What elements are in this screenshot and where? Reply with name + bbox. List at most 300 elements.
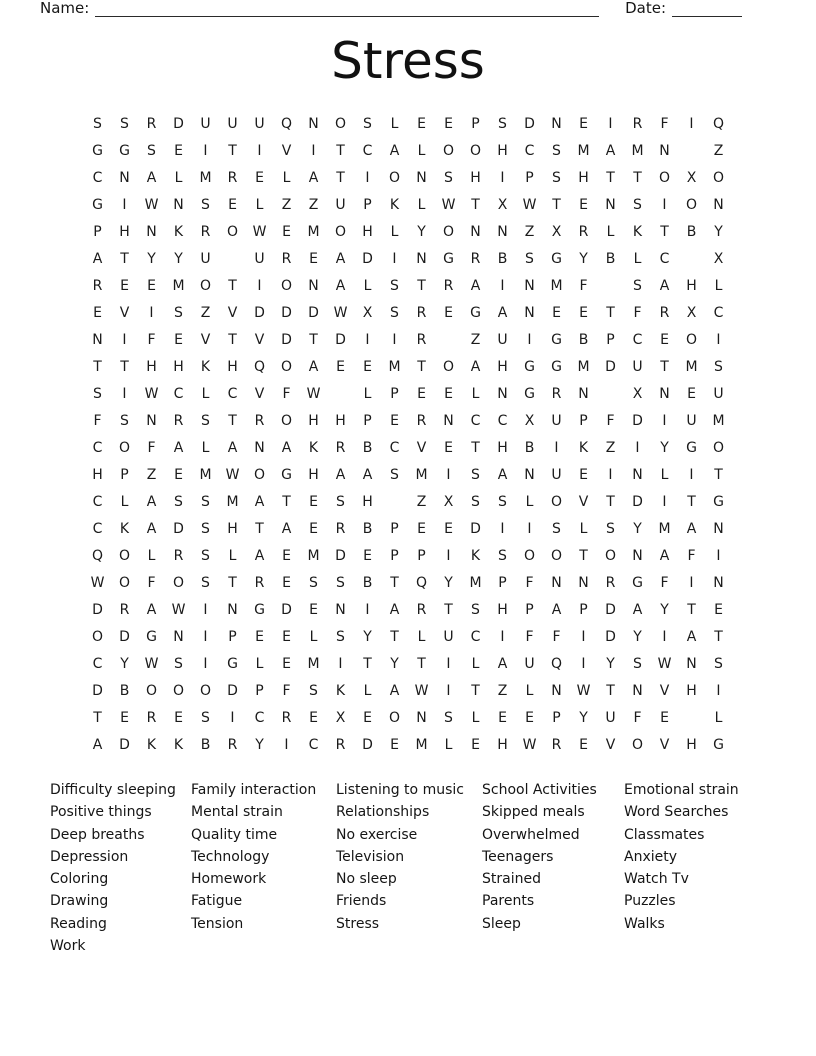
grid-cell: H [686,278,697,294]
grid-cell: E [120,710,129,726]
grid-cell: O [118,575,131,591]
grid-cell: G [713,494,724,510]
grid-cell: G [551,359,562,375]
grid-cell: O [523,548,536,564]
grid-cell: E [417,521,426,537]
word-list-item: No exercise [336,826,418,843]
grid-cell: R [281,251,292,267]
grid-cell: L [390,116,399,132]
grid-cell: U [335,197,346,213]
grid-cell: H [497,602,508,618]
grid-cell: P [390,386,399,402]
grid-cell: T [363,656,372,672]
grid-cell: W [333,305,348,321]
grid-cell: S [633,278,642,294]
grid-cell: L [363,278,372,294]
grid-cell: N [416,251,427,267]
grid-cell: A [497,656,508,672]
grid-cell: I [608,116,613,132]
grid-cell: M [631,143,644,159]
grid-cell: L [363,683,372,699]
grid-cell: A [308,170,319,186]
grid-cell: M [307,656,320,672]
grid-cell: T [228,575,237,591]
word-list-item: Positive things [50,804,152,821]
grid-cell: P [525,602,534,618]
word-list-item: Parents [482,893,535,910]
grid-cell: D [281,305,292,321]
grid-cell: T [606,305,615,321]
grid-cell: A [659,278,670,294]
word-search-grid [84,111,732,759]
grid-cell: B [119,683,130,699]
grid-cell: L [714,710,723,726]
grid-cell: G [632,575,643,591]
grid-cell [678,138,705,165]
grid-cell: F [687,548,696,564]
grid-cell: I [446,467,451,483]
grid-cell: O [658,170,671,186]
grid-cell: L [471,656,480,672]
grid-cell: V [416,440,427,456]
grid-cell: K [578,440,589,456]
grid-cell: A [146,494,157,510]
grid-cell: O [712,170,725,186]
grid-cell: F [147,575,156,591]
grid-cell: S [390,467,399,483]
grid-cell: O [631,737,644,753]
word-list-column [336,779,482,957]
grid-cell: L [633,251,642,267]
grid-cell: A [497,467,508,483]
grid-cell [435,327,462,354]
grid-cell: S [201,521,210,537]
grid-cell: W [657,656,672,672]
grid-cell: B [362,575,373,591]
word-list-item: Difficulty sleeping [50,782,176,798]
grid-cell: E [147,278,156,294]
grid-cell: T [336,170,345,186]
grid-cell: B [578,332,589,348]
grid-cell: E [444,305,453,321]
grid-cell: H [173,359,184,375]
grid-cell: G [686,440,697,456]
grid-cell: G [470,305,481,321]
grid-cell: G [254,602,265,618]
grid-cell: T [606,683,615,699]
grid-cell: T [120,251,129,267]
grid-cell: S [201,494,210,510]
grid-cell: H [362,494,373,510]
grid-cell: I [662,629,667,645]
grid-cell: D [362,251,373,267]
grid-cell: E [660,710,669,726]
grid-cell: O [388,710,401,726]
grid-cell: I [122,332,127,348]
grid-cell: G [713,737,724,753]
grid-cell: A [389,143,400,159]
grid-cell: E [444,386,453,402]
grid-cell: N [551,683,562,699]
grid-cell: C [254,710,265,726]
grid-cell: R [335,440,346,456]
grid-cell: B [362,440,373,456]
grid-cell: A [254,494,265,510]
grid-cell: I [446,683,451,699]
grid-cell: R [227,170,238,186]
grid-cell: L [606,224,615,240]
grid-cell: Z [605,440,616,456]
grid-cell: Q [550,656,563,672]
grid-cell: X [497,197,508,213]
grid-cell: I [392,251,397,267]
grid-cell: X [686,170,697,186]
grid-cell: R [227,737,238,753]
grid-cell: X [443,494,454,510]
grid-cell: O [388,170,401,186]
word-list-item: Fatigue [191,893,243,910]
grid-cell: U [254,251,265,267]
grid-cell: E [444,116,453,132]
grid-cell: C [362,143,373,159]
grid-cell: P [525,170,534,186]
grid-cell: Q [253,359,266,375]
grid-cell: P [390,521,399,537]
grid-cell [678,246,705,273]
grid-cell: D [254,305,265,321]
grid-cell: T [444,602,453,618]
grid-cell: X [335,710,346,726]
grid-cell: F [633,710,642,726]
grid-cell: L [471,386,480,402]
grid-cell: E [93,305,102,321]
grid-cell: N [632,548,643,564]
grid-cell: E [336,359,345,375]
grid-cell: O [550,548,563,564]
grid-cell: L [363,386,372,402]
grid-cell: L [471,710,480,726]
grid-cell: W [306,386,321,402]
grid-cell: D [92,602,103,618]
grid-cell: E [255,170,264,186]
grid-cell: I [716,332,721,348]
grid-cell: P [498,575,507,591]
grid-cell: F [579,278,588,294]
grid-cell: M [199,170,212,186]
grid-cell: H [227,359,238,375]
word-list-item: Deep breaths [50,826,145,843]
grid-cell: C [92,494,103,510]
grid-cell: H [146,359,157,375]
grid-cell: O [253,467,266,483]
grid-cell: A [146,170,157,186]
grid-cell: M [685,359,698,375]
grid-cell: G [281,467,292,483]
grid-cell: C [389,440,400,456]
grid-cell: T [228,332,237,348]
grid-cell: E [579,116,588,132]
grid-cell: B [524,440,535,456]
grid-cell: T [309,332,318,348]
grid-cell: H [497,143,508,159]
word-list-item: Skipped meals [482,804,585,821]
grid-cell: S [498,116,507,132]
grid-cell: Z [713,143,724,159]
grid-cell: R [659,305,670,321]
grid-cell: N [659,386,670,402]
grid-cell: G [443,251,454,267]
grid-cell: R [551,737,562,753]
grid-cell: D [119,629,130,645]
grid-cell: I [554,440,559,456]
grid-cell: N [713,521,724,537]
grid-cell: P [552,710,561,726]
word-list-item: Listening to music [336,782,464,798]
word-list-item: Stress [336,915,380,932]
date-label: Date: [625,0,666,17]
grid-cell: N [146,413,157,429]
grid-cell: S [93,386,102,402]
grid-cell: T [660,359,669,375]
grid-cell: N [497,224,508,240]
grid-cell: I [392,332,397,348]
grid-cell: E [255,629,264,645]
grid-cell: O [280,359,293,375]
grid-cell: G [551,251,562,267]
grid-cell: I [500,170,505,186]
grid-cell: N [551,575,562,591]
grid-cell [597,273,624,300]
grid-cell: O [604,548,617,564]
grid-cell: N [92,332,103,348]
grid-cell: I [203,602,208,618]
grid-cell: H [335,413,346,429]
grid-cell: N [524,278,535,294]
grid-cell: Q [415,575,428,591]
grid-cell: E [579,467,588,483]
grid-cell: Q [712,116,725,132]
word-list-item: Technology [191,848,270,865]
grid-cell: O [280,413,293,429]
word-list-item: Coloring [50,871,109,888]
grid-cell: A [281,521,292,537]
grid-cell: L [201,386,210,402]
grid-cell: O [334,116,347,132]
grid-cell: T [471,197,480,213]
word-list-column [50,779,191,957]
grid-cell: S [552,143,561,159]
grid-cell: G [227,656,238,672]
word-list-item: Drawing [50,893,109,910]
grid-cell: R [146,710,157,726]
grid-cell: C [173,386,184,402]
grid-cell: N [173,197,184,213]
grid-cell: R [335,737,346,753]
grid-cell: Y [660,602,669,618]
word-list-item: Sleep [482,915,521,932]
grid-cell: C [308,737,319,753]
grid-cell: S [309,575,318,591]
worksheet-header [40,0,742,17]
grid-cell: T [687,602,696,618]
grid-cell: L [417,629,426,645]
grid-cell: D [173,116,184,132]
grid-cell: S [309,683,318,699]
grid-cell: L [120,494,129,510]
grid-cell: I [500,629,505,645]
grid-cell: G [119,143,130,159]
grid-cell: A [389,602,400,618]
grid-cell: V [281,143,292,159]
grid-cell: E [417,116,426,132]
grid-cell: G [146,629,157,645]
date-blank-line [672,2,742,17]
grid-cell: F [525,575,534,591]
grid-cell: O [172,575,185,591]
grid-cell: T [417,359,426,375]
grid-cell: V [578,494,589,510]
grid-cell: S [147,143,156,159]
grid-cell: K [200,359,211,375]
grid-cell: T [255,521,264,537]
word-list-item: Homework [191,871,267,888]
grid-cell: X [713,251,724,267]
grid-cell: F [147,332,156,348]
grid-cell: A [686,521,697,537]
grid-cell: U [227,116,238,132]
grid-cell: N [578,386,589,402]
grid-cell: Y [120,656,129,672]
word-list-item: Depression [50,848,129,865]
grid-cell: D [605,602,616,618]
grid-cell: N [713,197,724,213]
grid-cell: I [662,197,667,213]
grid-cell: S [498,548,507,564]
grid-cell: H [308,467,319,483]
grid-cell: O [712,440,725,456]
grid-cell: P [228,629,237,645]
grid-cell: Y [255,737,264,753]
grid-cell: H [92,467,103,483]
grid-cell: E [309,251,318,267]
grid-cell: H [362,224,373,240]
grid-cell: P [471,116,480,132]
grid-cell: P [579,413,588,429]
grid-cell: I [203,629,208,645]
grid-cell: O [199,683,212,699]
grid-cell: M [226,494,239,510]
grid-cell: F [552,629,561,645]
grid-cell: F [633,305,642,321]
grid-cell: V [659,683,670,699]
grid-cell: C [92,521,103,537]
grid-cell: E [660,332,669,348]
grid-cell: X [551,224,562,240]
grid-cell: T [417,656,426,672]
grid-cell: K [173,224,184,240]
grid-cell: P [255,683,264,699]
word-list-item: Tension [191,915,244,932]
grid-cell: K [470,548,481,564]
grid-cell: T [606,170,615,186]
grid-cell: E [444,440,453,456]
grid-cell: S [633,197,642,213]
grid-cell: B [686,224,697,240]
grid-cell: R [173,548,184,564]
grid-cell: Y [633,521,642,537]
grid-cell: I [500,278,505,294]
grid-cell: A [92,737,103,753]
grid-cell: N [713,575,724,591]
grid-cell: Q [280,116,293,132]
grid-cell: R [416,413,427,429]
grid-cell: N [173,629,184,645]
grid-cell: E [471,737,480,753]
grid-cell: E [174,143,183,159]
grid-cell: E [363,548,372,564]
grid-cell: N [254,440,265,456]
grid-cell: P [363,413,372,429]
grid-cell: H [497,737,508,753]
grid-cell: A [308,359,319,375]
grid-cell: L [444,737,453,753]
grid-cell: M [307,548,320,564]
grid-cell: T [417,278,426,294]
grid-cell: Z [524,224,535,240]
grid-cell: G [524,359,535,375]
grid-cell: L [417,143,426,159]
grid-cell: N [551,116,562,132]
grid-cell: T [282,494,291,510]
grid-cell: Z [497,683,508,699]
grid-cell: H [497,440,508,456]
grid-cell: Y [363,629,372,645]
grid-cell: S [444,170,453,186]
grid-cell: R [254,575,265,591]
grid-cell: Y [579,710,588,726]
grid-cell: E [282,224,291,240]
grid-cell: R [200,224,211,240]
grid-cell [381,489,408,516]
grid-cell: A [497,305,508,321]
grid-cell: Y [174,251,183,267]
grid-cell: L [660,467,669,483]
grid-cell: I [149,305,154,321]
grid-cell: M [415,467,428,483]
puzzle-title: Stress [331,32,485,90]
grid-cell: L [282,170,291,186]
word-list-item: Walks [624,915,665,932]
grid-cell: W [90,575,105,591]
grid-cell: E [417,386,426,402]
grid-cell: N [686,656,697,672]
grid-cell: Y [390,656,399,672]
grid-cell: B [497,251,508,267]
grid-cell: E [282,548,291,564]
grid-cell: C [497,413,508,429]
grid-cell: S [471,602,480,618]
grid-cell: C [470,413,481,429]
grid-cell: E [174,332,183,348]
grid-cell: O [226,224,239,240]
grid-cell: K [308,440,319,456]
grid-cell: E [282,629,291,645]
grid-cell: S [471,467,480,483]
grid-cell: I [311,143,316,159]
grid-cell: I [527,332,532,348]
grid-cell: A [173,440,184,456]
grid-cell: B [362,521,373,537]
